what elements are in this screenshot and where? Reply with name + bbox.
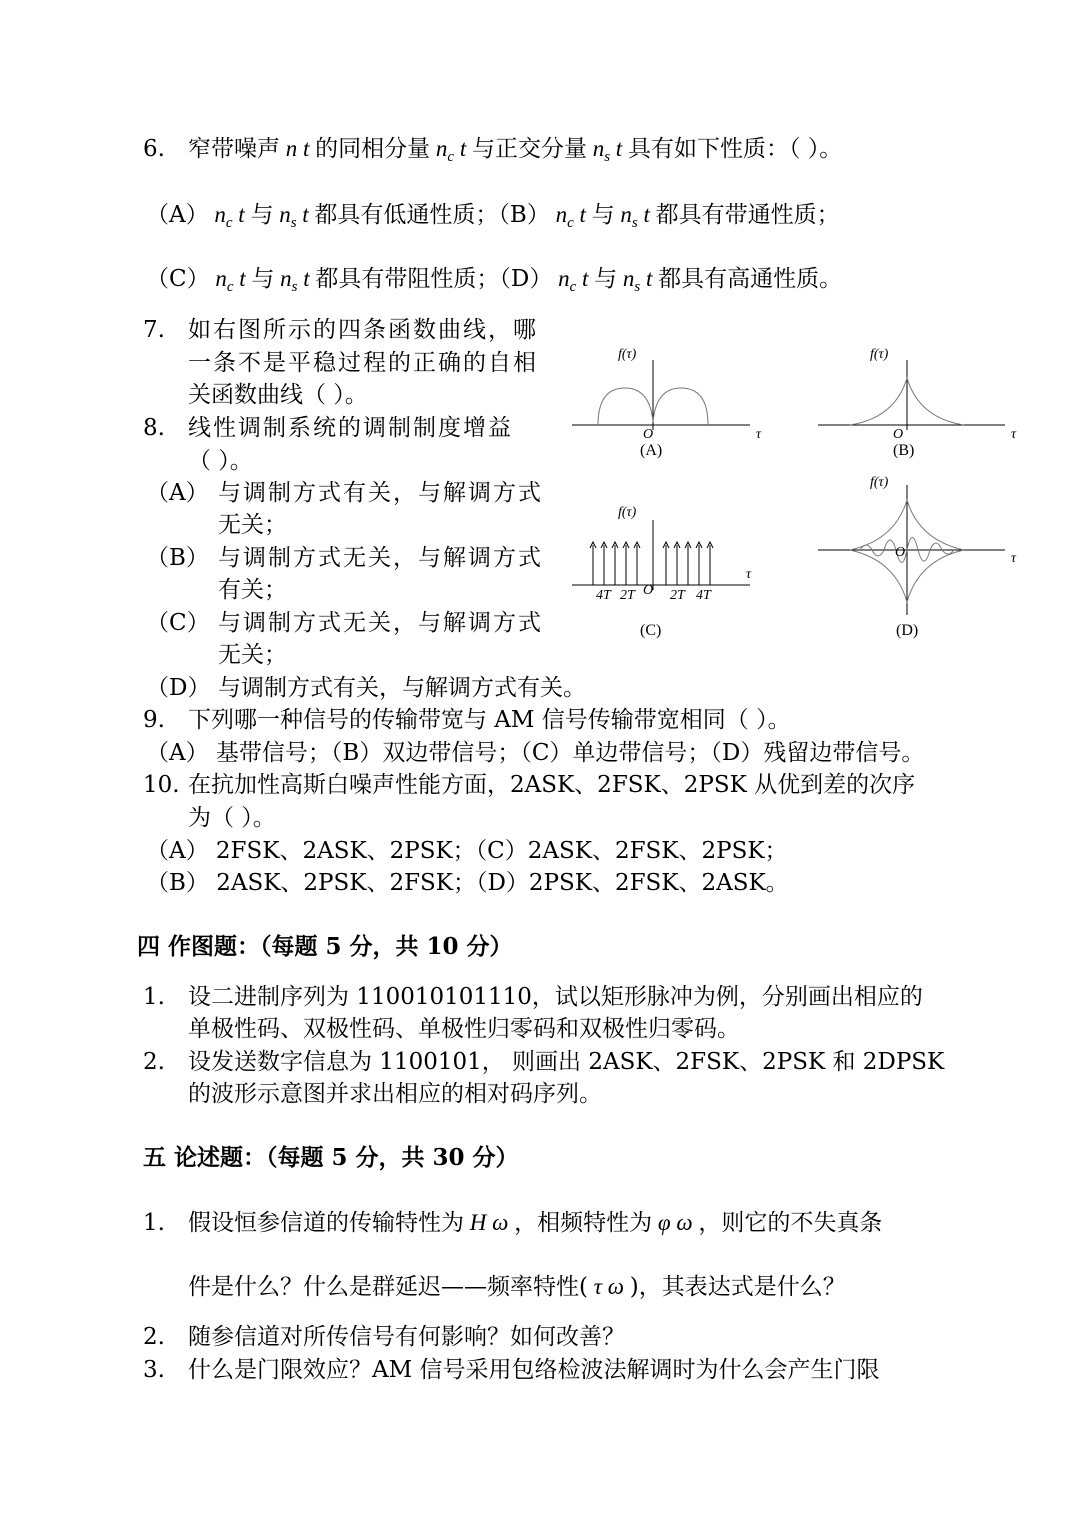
q8-opt-a-2: 无关；	[218, 512, 287, 538]
q8-opt-a-label: （A）	[146, 480, 209, 506]
q9-options: （A） 基带信号；（B）双边带信号；（C）单边带信号；（D）残留边带信号。	[146, 740, 925, 766]
xlabel-d: τ	[1011, 551, 1017, 566]
q10-line-2: 为（ ）。	[188, 805, 276, 831]
tick-c-0: 4T	[596, 588, 611, 603]
caption-a: (A)	[640, 442, 663, 459]
q8-opt-a-1: 与调制方式有关，与解调方式	[218, 480, 543, 506]
ylabel-d: f(τ)	[870, 475, 889, 490]
caption-d: (D)	[896, 622, 919, 639]
q10-options-2: （B） 2ASK、2PSK、2FSK；（D）2PSK、2FSK、2ASK。	[146, 870, 789, 896]
section-4-title: 四 作图题：（每题 5 分，共 10 分）	[137, 933, 513, 960]
s5-q1-number: 1.	[143, 1210, 165, 1236]
section-5-title: 五 论述题：（每题 5 分，共 30 分）	[143, 1144, 519, 1171]
q8-opt-d-1: 与调制方式有关，与解调方式有关。	[218, 675, 586, 701]
xlabel-c: τ	[746, 567, 752, 582]
s5-q2-number: 2.	[143, 1324, 165, 1350]
q8-line-2: （ ）。	[188, 448, 253, 474]
q6-stem: 窄带噪声 n t 的同相分量 $n_c$ t 与正交分量 $n_s$ t 具有如下性质：（ ）。	[188, 136, 843, 165]
q9-line-1: 下列哪一种信号的传输带宽与 AM 信号传输带宽相同（ ）。	[188, 707, 791, 733]
impulse-train-c	[590, 542, 713, 585]
q10-options-1: （A） 2FSK、2ASK、2PSK；（C）2ASK、2FSK、2PSK；	[146, 838, 788, 864]
q8-opt-d-label: （D）	[146, 675, 211, 701]
s4-q2-line-2: 的波形示意图并求出相应的相对码序列。	[188, 1081, 602, 1107]
q8-line-1: 线性调制系统的调制制度增益	[188, 415, 513, 441]
tick-c-2: O	[643, 583, 654, 598]
ylabel-c: f(τ)	[618, 505, 637, 520]
caption-b: (B)	[893, 442, 915, 459]
q7-line-2: 一条不是平稳过程的正确的自相	[188, 350, 538, 376]
q8-opt-b-2: 有关；	[218, 577, 287, 603]
q8-opt-c-1: 与调制方式无关，与解调方式	[218, 610, 543, 636]
s4-q1-line-2: 单极性码、双极性码、单极性归零码和双极性归零码。	[188, 1016, 740, 1042]
tick-c-3: 2T	[670, 588, 685, 603]
s4-q2-line-1: 设发送数字信息为 1100101， 则画出 2ASK、2FSK、2PSK 和 2DPSK	[188, 1049, 945, 1075]
tick-c-4: 4T	[696, 588, 711, 603]
s4-q1-number: 1.	[143, 984, 165, 1010]
s5-q1-line-2: 件是什么？什么是群延迟——频率特性( τ ω )，其表达式是什么？	[188, 1274, 846, 1300]
ylabel-b: f(τ)	[870, 347, 889, 362]
q9-number: 9.	[143, 707, 165, 733]
xlabel-a: τ	[756, 427, 762, 442]
origin-d: O	[895, 545, 906, 560]
autocorrelation-figure	[560, 340, 1040, 645]
q6-number: 6.	[143, 136, 165, 162]
origin-b: O	[893, 427, 904, 442]
q10-number: 10.	[143, 772, 180, 798]
q8-opt-b-1: 与调制方式无关，与解调方式	[218, 545, 543, 571]
q6-options-ab: （A） $n_c$ t 与 $n_s$ t 都具有低通性质；（B） $n_c$ t 与 $n_s$ t 都具有带通性质；	[146, 202, 840, 231]
q6-options-cd: （C） $n_c$ t 与 $n_s$ t 都具有带阻性质；（D） $n_c$ t 与 $n_s$ t 都具有高通性质。	[146, 266, 843, 295]
q8-opt-c-label: （C）	[146, 610, 210, 636]
s5-q3-line-1: 什么是门限效应？AM 信号采用包络检波法解调时为什么会产生门限	[188, 1357, 880, 1383]
s5-q2-line-1: 随参信道对所传信号有何影响？如何改善？	[188, 1324, 625, 1350]
xlabel-b: τ	[1011, 427, 1017, 442]
caption-c: (C)	[640, 622, 662, 639]
q7-number: 7.	[143, 317, 165, 343]
ylabel-a: f(τ)	[618, 347, 637, 362]
q10-line-1: 在抗加性高斯白噪声性能方面，2ASK、2FSK、2PSK 从优到差的次序	[188, 772, 916, 798]
q8-opt-b-label: （B）	[146, 545, 209, 571]
q8-number: 8.	[143, 415, 165, 441]
s4-q1-line-1: 设二进制序列为 110010101110，试以矩形脉冲为例，分别画出相应的	[188, 984, 923, 1010]
s4-q2-number: 2.	[143, 1049, 165, 1075]
origin-a: O	[643, 427, 654, 442]
q8-opt-c-2: 无关；	[218, 642, 287, 668]
q7-line-3: 关函数曲线（ ）。	[188, 382, 368, 408]
s5-q3-number: 3.	[143, 1357, 165, 1383]
q7-line-1: 如右图所示的四条函数曲线，哪	[188, 317, 538, 343]
s5-q1-line-1: 假设恒参信道的传输特性为 H ω ，相频特性为 φ ω ，则它的不失真条	[188, 1210, 883, 1236]
tick-c-1: 2T	[620, 588, 635, 603]
